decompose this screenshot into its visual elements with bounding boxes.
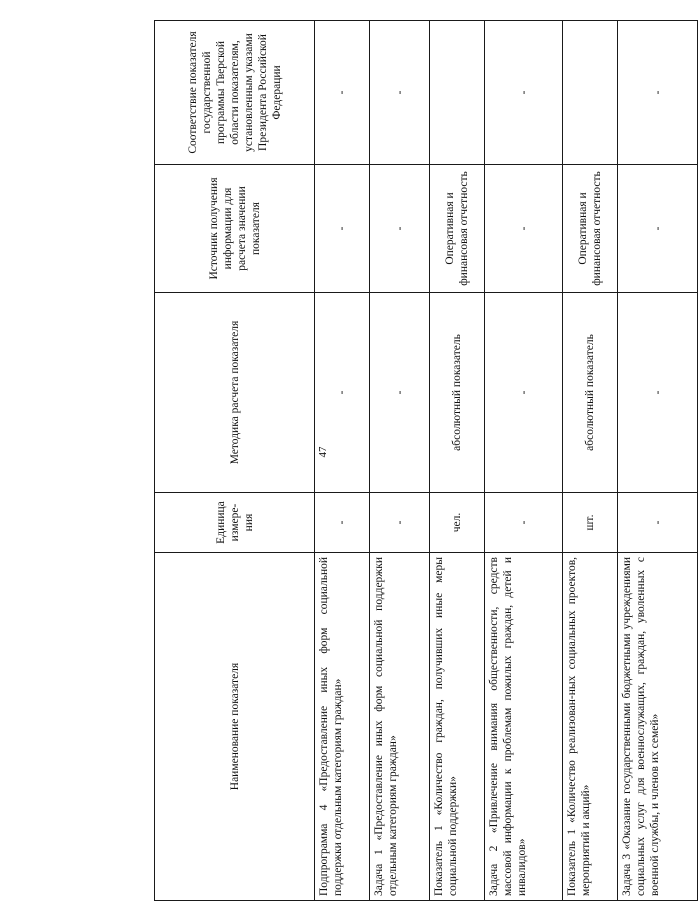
cell-source: - — [618, 165, 698, 293]
cell-unit: чел. — [430, 493, 485, 553]
table-row — [430, 21, 485, 901]
cell-compliance — [430, 21, 485, 165]
cell-unit: - — [370, 493, 430, 553]
cell-compliance: - — [618, 21, 698, 165]
page-number: 47 — [317, 446, 329, 458]
table-row — [618, 21, 698, 901]
cell-indicator-name: Задача 3 «Оказание государственными бюджетными учреждениями социальных услуг для военнослужащих, граждан, уволенных с военной службы, и членов их семей» — [618, 553, 698, 901]
cell-indicator-name: Подпрограмма 4 «Предоставление иных форм социальной поддержки отдельным категориям граждан» — [315, 553, 370, 901]
cell-method: - — [485, 293, 563, 493]
cell-indicator-name: Показатель 1 «Количество реализован-ных социальных проектов, мероприятий и акций» — [563, 553, 618, 901]
header-unit: Единица измере-ния — [155, 493, 315, 553]
table-row — [485, 21, 563, 901]
cell-compliance: - — [315, 21, 370, 165]
table-row — [563, 21, 618, 901]
cell-source: - — [315, 165, 370, 293]
header-indicator-name: Наименование показателя — [155, 553, 315, 901]
cell-method: - — [370, 293, 430, 493]
cell-unit: - — [618, 493, 698, 553]
cell-method: абсолютный показатель — [430, 293, 485, 493]
cell-unit: - — [485, 493, 563, 553]
header-source: Источник получения информации для расчета значении показателя — [155, 165, 315, 293]
cell-unit: - — [315, 493, 370, 553]
cell-indicator-name: Задача 2 «Привлечение внимания общественности, средств массовой информации к проблемам пожилых граждан, детей и инвалидов» — [485, 553, 563, 901]
cell-compliance: - — [370, 21, 430, 165]
cell-source: - — [370, 165, 430, 293]
cell-source: Оперативная и финансовая отчетность — [430, 165, 485, 293]
header-method: Методика расчета показателя — [155, 293, 315, 493]
indicator-table — [154, 20, 698, 901]
indicator-table-container — [154, 21, 664, 901]
cell-unit: шт. — [563, 493, 618, 553]
cell-indicator-name: Показатель 1 «Количество граждан, получивших иные меры социальной поддержки» — [430, 553, 485, 901]
header-compliance: Соответствие показателя государственной программы Тверской области показателям, установленным указами Президента Российской Федерации — [155, 21, 315, 165]
header-row — [155, 21, 315, 901]
cell-indicator-name: Задача 1 «Предоставление иных форм социальной поддержки отдельным категориям граждан» — [370, 553, 430, 901]
cell-source: Оперативная и финансовая отчетность — [563, 165, 618, 293]
cell-compliance — [563, 21, 618, 165]
table-row — [315, 21, 370, 901]
cell-method: - — [618, 293, 698, 493]
cell-method: - — [315, 293, 370, 493]
cell-compliance: - — [485, 21, 563, 165]
cell-source: - — [485, 165, 563, 293]
table-row — [370, 21, 430, 901]
cell-method: абсолютный показатель — [563, 293, 618, 493]
